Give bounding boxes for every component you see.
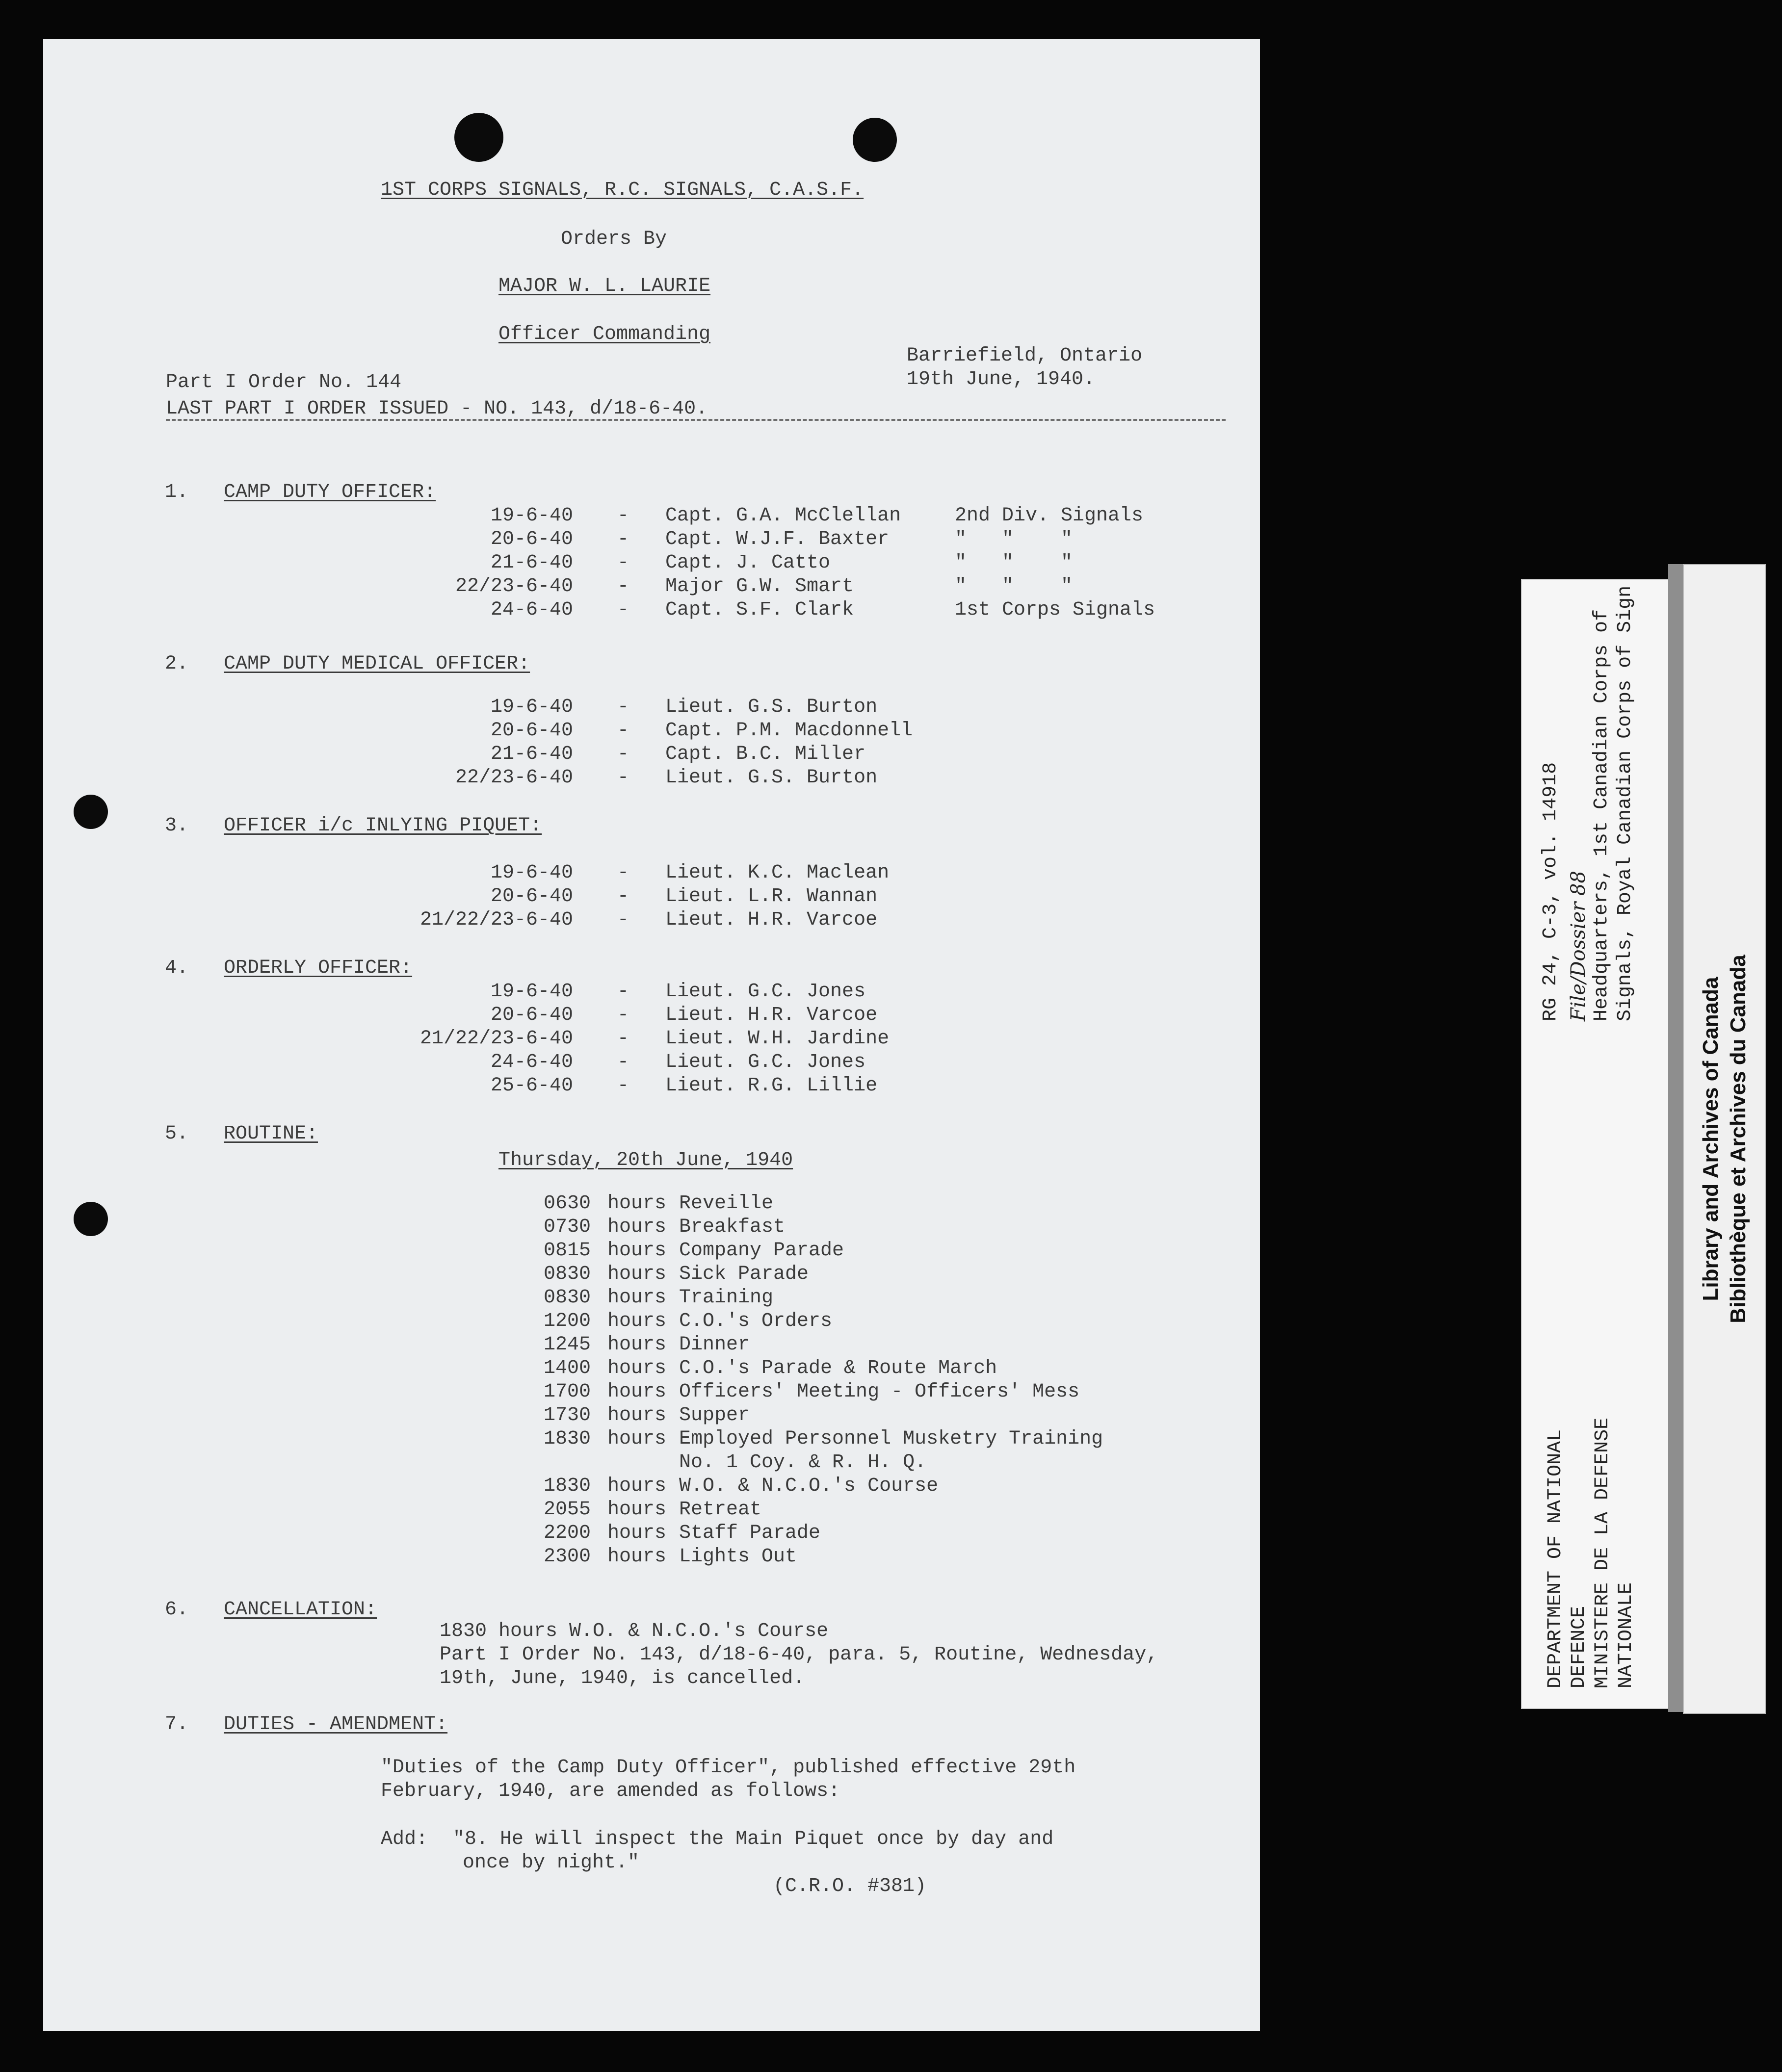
order-date: 19th June, 1940.: [907, 368, 1096, 390]
duty-dash: -: [617, 767, 629, 789]
order-number: Part I Order No. 144: [166, 371, 402, 393]
routine-time: 2200: [544, 1522, 591, 1544]
section-number: 6.: [165, 1599, 189, 1621]
section-number: 3.: [165, 815, 189, 837]
archive-subject: Headquarters, 1st Canadian Corps of: [1591, 609, 1613, 1021]
routine-time: 1730: [544, 1404, 591, 1426]
routine-hours: hours: [607, 1192, 667, 1215]
duty-date: 22/23-6-40: [455, 767, 573, 789]
divider: [166, 419, 1226, 421]
section-number: 4.: [165, 957, 189, 979]
duty-officer-name: Lieut. H.R. Varcoe: [665, 1004, 878, 1026]
routine-time: 1245: [544, 1334, 591, 1356]
duty-dash: -: [617, 1028, 629, 1050]
routine-time: 1700: [544, 1381, 591, 1403]
routine-hours: hours: [607, 1310, 667, 1332]
add-line: once by night.": [463, 1852, 640, 1874]
routine-event: Dinner: [679, 1334, 750, 1356]
duty-unit: " " ": [955, 575, 1073, 597]
section-title: OFFICER i/c INLYING PIQUET:: [224, 815, 542, 837]
routine-event: Officers' Meeting - Officers' Mess: [679, 1381, 1080, 1403]
duty-dash: -: [617, 1075, 629, 1097]
order-page: [43, 39, 1260, 2031]
duty-dash: -: [617, 528, 629, 550]
duty-unit: " " ": [955, 528, 1073, 550]
routine-event: C.O.'s Parade & Route March: [679, 1357, 997, 1379]
routine-time: 1830: [544, 1428, 591, 1450]
punch-hole: [74, 1202, 108, 1236]
punch-hole: [454, 113, 503, 162]
duty-date: 20-6-40: [490, 528, 573, 550]
section-title: CANCELLATION:: [224, 1599, 377, 1621]
duty-officer-name: Lieut. G.S. Burton: [665, 696, 878, 718]
routine-time: 1830: [544, 1475, 591, 1497]
routine-event: Company Parade: [679, 1240, 844, 1262]
duty-officer-name: Lieut. R.G. Lillie: [665, 1075, 878, 1097]
last-order: LAST PART I ORDER ISSUED - NO. 143, d/18-6-40.: [166, 398, 708, 420]
routine-event: Sick Parade: [679, 1263, 809, 1285]
punch-hole: [853, 118, 897, 162]
archive-ref: RG 24, C-3, vol. 14918: [1540, 762, 1562, 1021]
card-edge: [1668, 564, 1683, 1712]
duty-date: 20-6-40: [490, 885, 573, 907]
routine-hours: hours: [607, 1287, 667, 1309]
department-label: DEPARTMENT OF NATIONAL: [1545, 1429, 1567, 1688]
duty-officer-name: Capt. B.C. Miller: [665, 743, 866, 765]
routine-hours: hours: [607, 1334, 667, 1356]
routine-time: 2300: [544, 1546, 591, 1568]
duty-date: 21/22/23-6-40: [419, 909, 573, 931]
department-label: NATIONALE: [1615, 1582, 1637, 1688]
duty-officer-name: Capt. P.M. Macdonnell: [665, 720, 913, 742]
cancellation-line: 19th, June, 1940, is cancelled.: [440, 1667, 805, 1689]
duty-dash: -: [617, 599, 629, 621]
routine-time: 0815: [544, 1240, 591, 1262]
duty-officer-name: Lieut. G.C. Jones: [665, 981, 866, 1003]
duty-dash: -: [617, 909, 629, 931]
archive-subject: Signals, Royal Canadian Corps of Sign: [1614, 585, 1636, 1021]
archive-file: File/Dossier 88: [1567, 871, 1590, 1021]
routine-event: No. 1 Coy. & R. H. Q.: [679, 1451, 927, 1474]
duty-date: 21/22/23-6-40: [419, 1028, 573, 1050]
duty-officer-name: Major G.W. Smart: [665, 575, 854, 597]
routine-event: Training: [679, 1287, 774, 1309]
duty-officer-name: Lieut. K.C. Maclean: [665, 862, 890, 884]
section-number: 2.: [165, 653, 189, 675]
routine-event: Reveille: [679, 1192, 774, 1215]
duty-officer-name: Lieut. W.H. Jardine: [665, 1028, 890, 1050]
section-number: 7.: [165, 1713, 189, 1735]
routine-time: 0830: [544, 1287, 591, 1309]
amendment-line: "Duties of the Camp Duty Officer", published effective 29th: [381, 1757, 1076, 1779]
section-title: ROUTINE:: [224, 1123, 318, 1145]
lac-card: [1683, 564, 1766, 1714]
lac-english: Library and Archives of Canada: [1698, 977, 1723, 1301]
routine-hours: hours: [607, 1357, 667, 1379]
routine-time: 0630: [544, 1192, 591, 1215]
routine-day: Thursday, 20th June, 1940: [498, 1149, 793, 1171]
unit-heading: 1ST CORPS SIGNALS, R.C. SIGNALS, C.A.S.F.: [381, 179, 864, 201]
duty-dash: -: [617, 981, 629, 1003]
duty-date: 20-6-40: [490, 1004, 573, 1026]
routine-time: 0830: [544, 1263, 591, 1285]
section-title: CAMP DUTY MEDICAL OFFICER:: [224, 653, 530, 675]
routine-time: 0730: [544, 1216, 591, 1238]
duty-date: 19-6-40: [490, 696, 573, 718]
routine-time: 1200: [544, 1310, 591, 1332]
duty-date: 19-6-40: [490, 862, 573, 884]
duty-dash: -: [617, 720, 629, 742]
duty-date: 21-6-40: [490, 743, 573, 765]
department-label: DEFENCE: [1568, 1606, 1590, 1688]
duty-officer-name: Lieut. G.S. Burton: [665, 767, 878, 789]
routine-event: Breakfast: [679, 1216, 786, 1238]
order-location: Barriefield, Ontario: [907, 345, 1143, 367]
routine-event: Employed Personnel Musketry Training: [679, 1428, 1103, 1450]
routine-hours: hours: [607, 1499, 667, 1521]
routine-event: Staff Parade: [679, 1522, 821, 1544]
routine-hours: hours: [607, 1263, 667, 1285]
cancellation-line: Part I Order No. 143, d/18-6-40, para. 5, Routine, Wednesday,: [440, 1644, 1158, 1666]
department-label: MINISTERE DE LA DEFENSE: [1592, 1417, 1614, 1688]
routine-hours: hours: [607, 1475, 667, 1497]
section-title: DUTIES - AMENDMENT:: [224, 1713, 448, 1735]
duty-officer-name: Capt. J. Catto: [665, 552, 831, 574]
duty-officer-name: Lieut. H.R. Varcoe: [665, 909, 878, 931]
commander-title: Officer Commanding: [498, 323, 711, 345]
duty-officer-name: Capt. W.J.F. Baxter: [665, 528, 890, 550]
duty-unit: 2nd Div. Signals: [955, 505, 1144, 527]
duty-dash: -: [617, 696, 629, 718]
routine-hours: hours: [607, 1381, 667, 1403]
section-number: 1.: [165, 481, 189, 503]
duty-date: 21-6-40: [490, 552, 573, 574]
cancellation-line: 1830 hours W.O. & N.C.O.'s Course: [440, 1620, 829, 1642]
routine-hours: hours: [607, 1522, 667, 1544]
section-title: CAMP DUTY OFFICER:: [224, 481, 436, 503]
duty-unit: 1st Corps Signals: [955, 599, 1155, 621]
routine-hours: hours: [607, 1216, 667, 1238]
routine-event: Lights Out: [679, 1546, 797, 1568]
section-title: ORDERLY OFFICER:: [224, 957, 413, 979]
routine-time: 2055: [544, 1499, 591, 1521]
duty-dash: -: [617, 885, 629, 907]
duty-officer-name: Lieut. L.R. Wannan: [665, 885, 878, 907]
duty-date: 19-6-40: [490, 505, 573, 527]
duty-officer-name: Capt. G.A. McClellan: [665, 505, 901, 527]
routine-hours: hours: [607, 1428, 667, 1450]
routine-hours: hours: [607, 1240, 667, 1262]
add-label: Add:: [381, 1828, 428, 1850]
duty-dash: -: [617, 552, 629, 574]
archive-reference-card: [1521, 579, 1685, 1709]
routine-hours: hours: [607, 1546, 667, 1568]
routine-event: Retreat: [679, 1499, 762, 1521]
duty-dash: -: [617, 505, 629, 527]
section-number: 5.: [165, 1123, 189, 1145]
duty-date: 25-6-40: [490, 1075, 573, 1097]
duty-unit: " " ": [955, 552, 1073, 574]
duty-dash: -: [617, 1051, 629, 1073]
add-line: "8. He will inspect the Main Piquet once by day and: [453, 1828, 1054, 1850]
lac-french: Bibliothèque et Archives du Canada: [1726, 955, 1750, 1323]
duty-date: 19-6-40: [490, 981, 573, 1003]
duty-date: 24-6-40: [490, 1051, 573, 1073]
routine-event: C.O.'s Orders: [679, 1310, 833, 1332]
duty-dash: -: [617, 862, 629, 884]
orders-by: Orders By: [561, 228, 667, 250]
duty-dash: -: [617, 575, 629, 597]
routine-time: 1400: [544, 1357, 591, 1379]
duty-date: 24-6-40: [490, 599, 573, 621]
amendment-line: February, 1940, are amended as follows:: [381, 1780, 840, 1802]
commander-name: MAJOR W. L. LAURIE: [498, 275, 711, 297]
routine-event: W.O. & N.C.O.'s Course: [679, 1475, 939, 1497]
duty-officer-name: Capt. S.F. Clark: [665, 599, 854, 621]
duty-date: 22/23-6-40: [455, 575, 573, 597]
duty-dash: -: [617, 1004, 629, 1026]
punch-hole: [74, 795, 108, 829]
cro-reference: (C.R.O. #381): [773, 1875, 927, 1897]
duty-officer-name: Lieut. G.C. Jones: [665, 1051, 866, 1073]
routine-event: Supper: [679, 1404, 750, 1426]
duty-dash: -: [617, 743, 629, 765]
routine-hours: hours: [607, 1404, 667, 1426]
duty-date: 20-6-40: [490, 720, 573, 742]
